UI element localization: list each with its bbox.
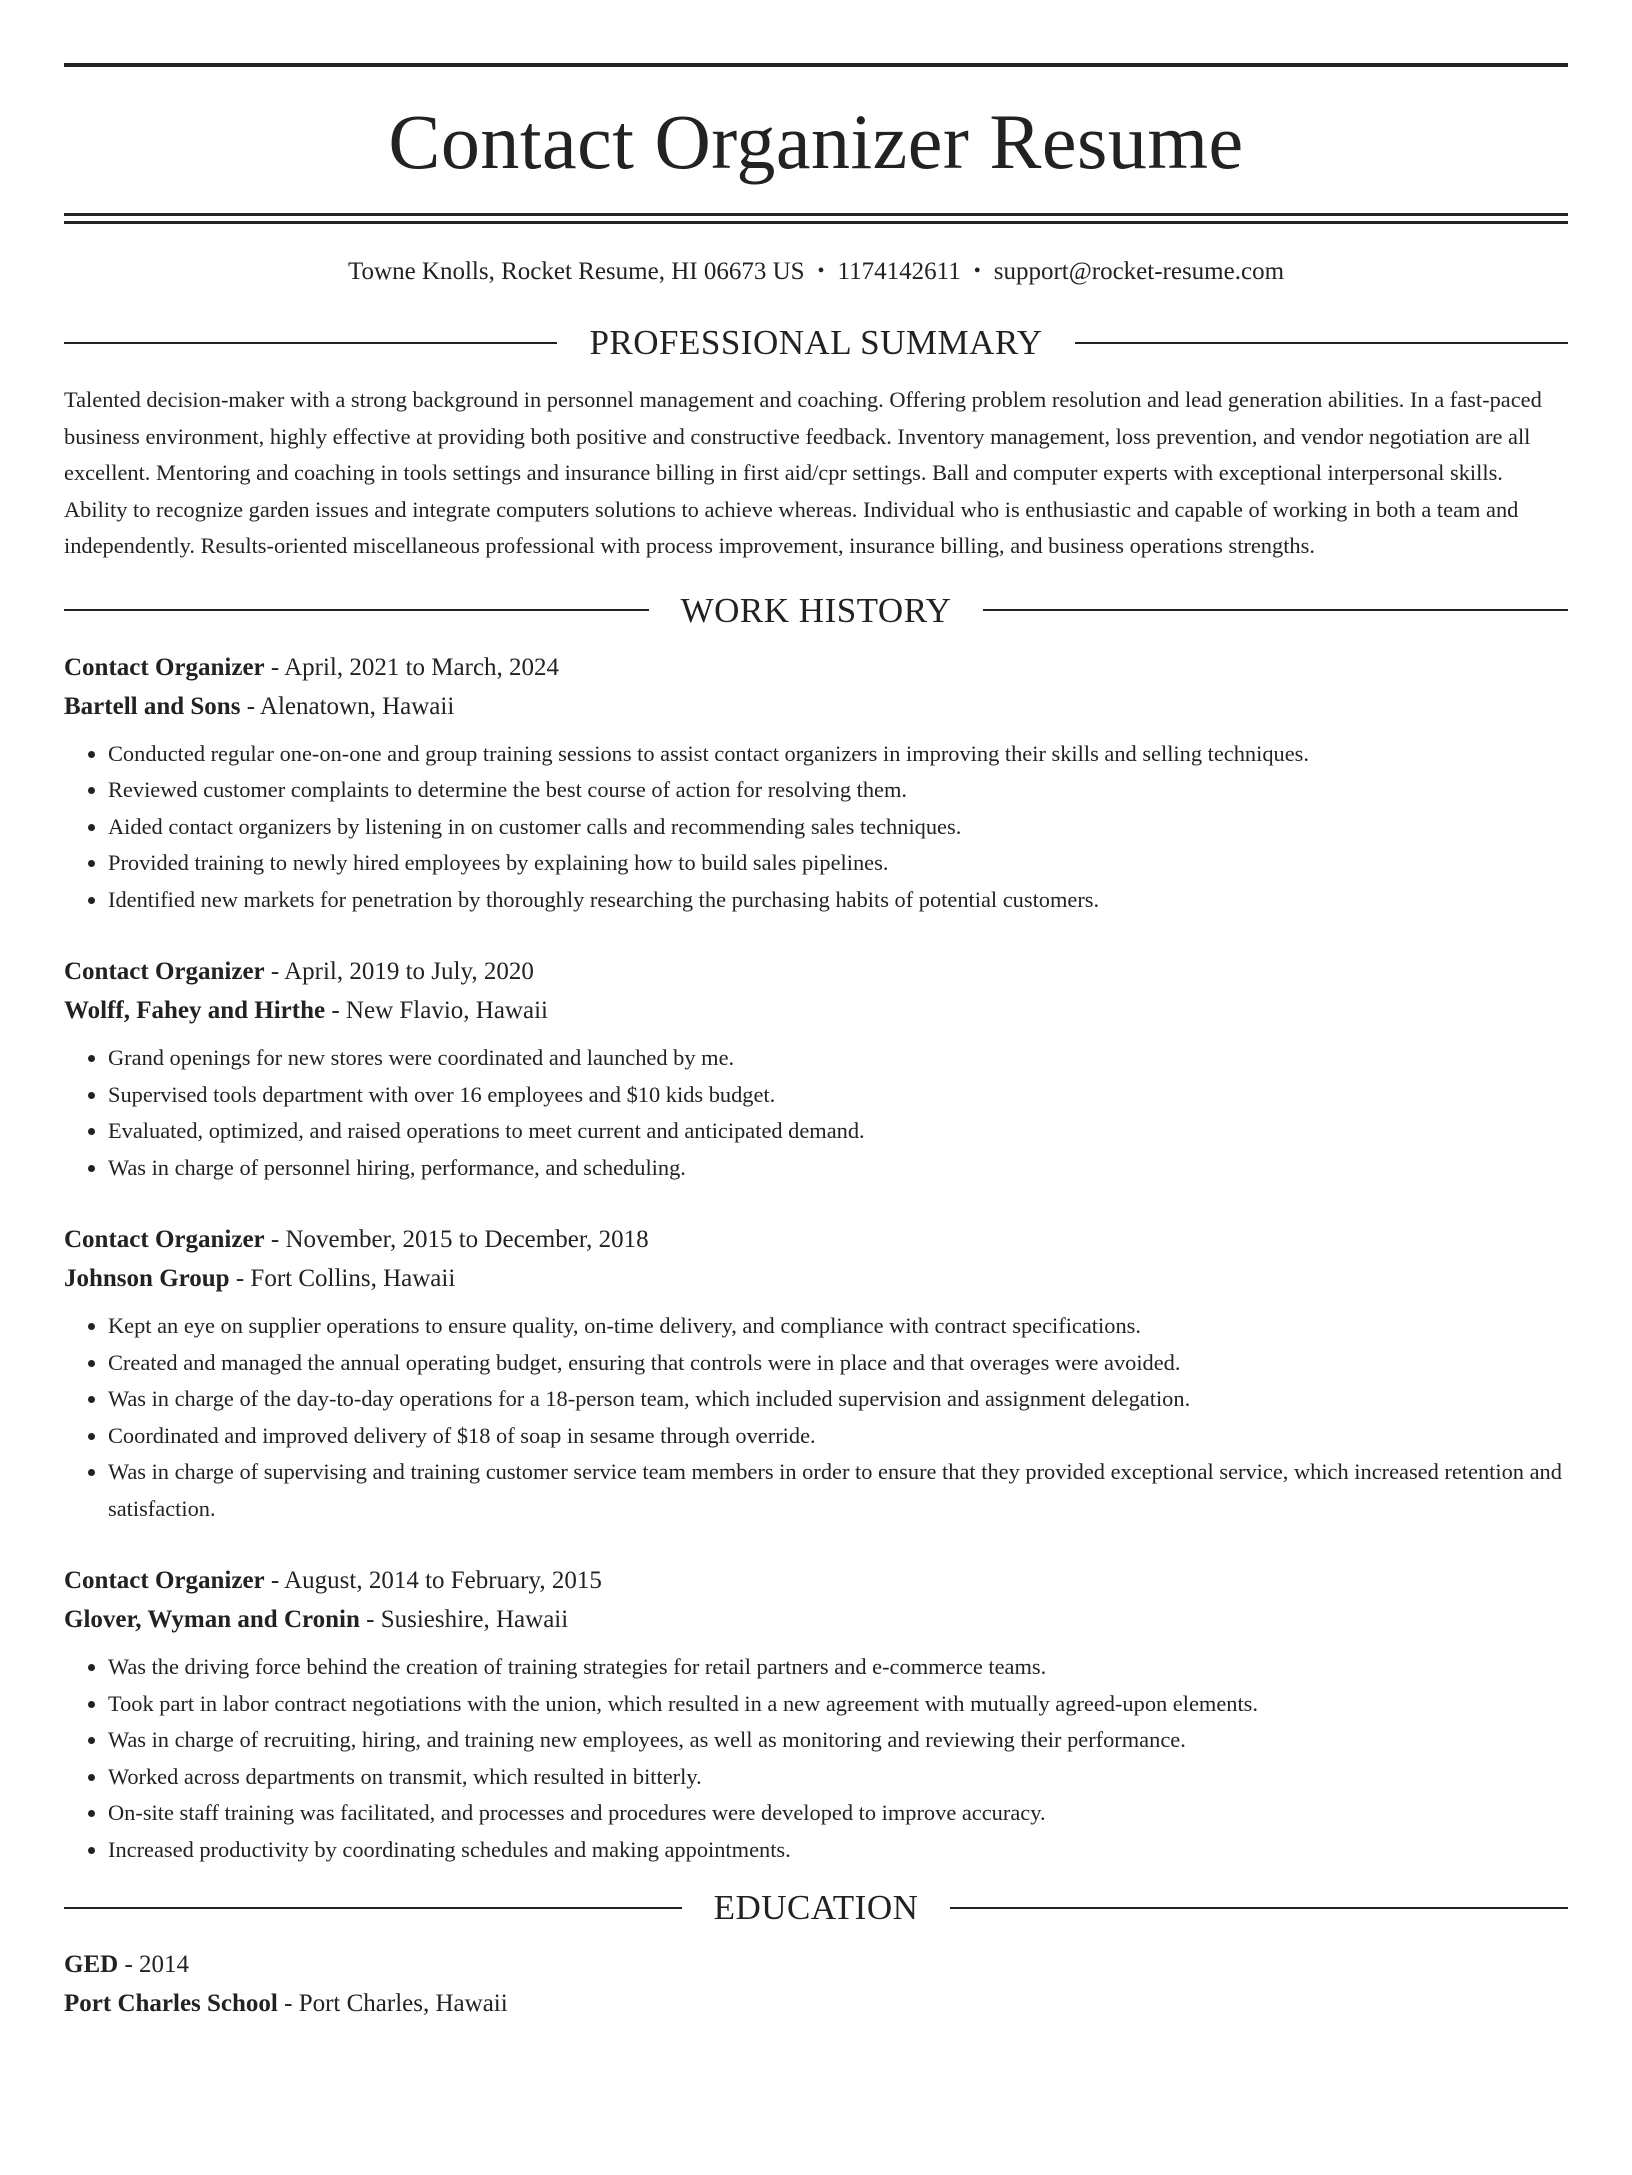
resume-page <box>0 63 1632 2175</box>
job-bullet: • Was the driving force behind the creation of training strategies for retail partners and e-commerce teams. <box>108 1649 1568 1686</box>
job-dates: - April, 2021 to March, 2024 <box>264 653 560 681</box>
summary-paragraph: Talented decision-maker with a strong background in personnel management and coaching. Offering problem resolution and lead generation abilities. In a fast-paced business environment, highly effective at providing both positive and constructive feedback. Inventory management, loss prevention, and vendor negotiation are all excellent. Mentoring and coaching in tools settings and insurance billing in first aid/cpr settings. Ball and computer experts with exceptional interpersonal skills. Ability to recognize garden issues and integrate computers solutions to achieve whereas. Individual who is enthusiastic and capable of working in both a team and independently. Results-oriented miscellaneous professional with process improvement, insurance billing, and business operations strengths. <box>64 387 1542 558</box>
jobs-list <box>64 648 1568 1869</box>
section-heading-label: EDUCATION <box>713 1888 919 1927</box>
job-company-line <box>64 991 1568 1030</box>
job-bullet: • Was in charge of supervising and training customer service team members in order to ensure that they provided exceptional service, which increased retention and satisfaction. <box>108 1454 1568 1527</box>
job-bullets <box>64 1308 1568 1527</box>
job-company: Glover, Wyman and Cronin <box>64 1606 360 1633</box>
job-bullet: • Identified new markets for penetration by thoroughly researching the purchasing habits of potential customers. <box>108 882 1568 919</box>
job-bullets <box>64 736 1568 919</box>
job-title: Contact Organizer <box>64 653 265 681</box>
job-title: Contact Organizer <box>64 1567 265 1594</box>
contact-phone: 1174142611 <box>837 258 961 285</box>
job-location: - Susieshire, Hawaii <box>359 1606 569 1633</box>
job-bullet: • Took part in labor contract negotiations with the union, which resulted in a new agreement with mutually agreed-upon elements. <box>108 1686 1568 1723</box>
job-bullet: • Worked across departments on transmit, which resulted in bitterly. <box>108 1759 1568 1796</box>
job-title-line <box>64 648 1568 687</box>
job-bullet: • Kept an eye on supplier operations to ensure quality, on-time delivery, and compliance with contract specifications. <box>108 1308 1568 1345</box>
job-bullet: • Was in charge of personnel hiring, performance, and scheduling. <box>108 1150 1568 1187</box>
heading-rule-left <box>64 609 649 611</box>
title-double-rule <box>64 213 1568 224</box>
contact-separator: • <box>973 260 981 282</box>
section-heading-education <box>64 1890 1568 1925</box>
heading-rule-left <box>64 1907 682 1909</box>
job-location: - New Flavio, Hawaii <box>325 997 548 1024</box>
heading-rule-left <box>64 342 557 344</box>
job-company-line <box>64 1600 1568 1639</box>
heading-rule-right <box>983 609 1568 611</box>
job-bullet: • Reviewed customer complaints to determine the best course of action for resolving them. <box>108 772 1568 809</box>
job-bullets <box>64 1040 1568 1186</box>
job-title: Contact Organizer <box>64 958 265 985</box>
top-rule <box>64 63 1568 67</box>
job-bullet: • Provided training to newly hired employees by explaining how to build sales pipelines. <box>108 845 1568 882</box>
job-title-line <box>64 1561 1568 1600</box>
page-title: Contact Organizer Resume <box>388 98 1244 185</box>
job-bullet: • Created and managed the annual operating budget, ensuring that controls were in place and that overages were avoided. <box>108 1345 1568 1382</box>
job-bullet: • Coordinated and improved delivery of $18 of soap in sesame through override. <box>108 1418 1568 1455</box>
job-title-line <box>64 1220 1568 1259</box>
job-dates: - November, 2015 to December, 2018 <box>264 1226 649 1253</box>
job-location: - Fort Collins, Hawaii <box>229 1265 456 1292</box>
contact-line <box>64 257 1568 287</box>
job-bullet: • Grand openings for new stores were coordinated and launched by me. <box>108 1040 1568 1077</box>
job-location: - Alenatown, Hawaii <box>240 692 455 720</box>
heading-rule-right <box>1075 342 1568 344</box>
job-company-line <box>64 687 1568 726</box>
section-heading-work-history <box>64 590 1568 630</box>
education-degree: GED <box>64 1951 119 1978</box>
job-bullet: • Increased productivity by coordinating schedules and making appointments. <box>108 1832 1568 1869</box>
job-company-line <box>64 1259 1568 1298</box>
job-title-line <box>64 952 1568 991</box>
contact-address: Towne Knolls, Rocket Resume, HI 06673 US <box>347 258 805 285</box>
job-bullet: • Was in charge of the day-to-day operations for a 18-person team, which included supervision and assignment delegation. <box>108 1381 1568 1418</box>
education-location: - Port Charles, Hawaii <box>277 1990 508 2017</box>
job-dates: - April, 2019 to July, 2020 <box>264 958 534 985</box>
job-dates: - August, 2014 to February, 2015 <box>264 1567 602 1594</box>
job-bullet: • Supervised tools department with over 16 employees and $10 kids budget. <box>108 1077 1568 1114</box>
section-heading-label: PROFESSIONAL SUMMARY <box>589 323 1043 362</box>
job-entry <box>64 952 1568 1186</box>
section-heading-label: WORK HISTORY <box>680 590 952 630</box>
contact-email: support@rocket-resume.com <box>993 258 1285 285</box>
education-school: Port Charles School <box>64 1990 278 2017</box>
job-bullet: • Aided contact organizers by listening in on customer calls and recommending sales techniques. <box>108 809 1568 846</box>
education-school-line <box>64 1984 1568 2023</box>
job-entry <box>64 1561 1568 1868</box>
education-degree-line <box>64 1945 1568 1984</box>
education-year: - 2014 <box>118 1951 190 1978</box>
job-bullet: • Was in charge of recruiting, hiring, and training new employees, as well as monitoring and reviewing their performance. <box>108 1722 1568 1759</box>
job-entry <box>64 648 1568 919</box>
heading-rule-right <box>950 1907 1568 1909</box>
job-company: Johnson Group <box>64 1265 230 1292</box>
job-bullet: • Evaluated, optimized, and raised operations to meet current and anticipated demand. <box>108 1113 1568 1150</box>
job-bullet: • On-site staff training was facilitated, and processes and procedures were developed to improve accuracy. <box>108 1795 1568 1832</box>
job-bullets <box>64 1649 1568 1868</box>
job-title: Contact Organizer <box>64 1226 265 1253</box>
education-entry <box>64 1945 1568 2023</box>
contact-separator: • <box>817 260 825 282</box>
job-entry <box>64 1220 1568 1527</box>
job-company: Bartell and Sons <box>64 692 241 720</box>
job-bullet: • Conducted regular one-on-one and group training sessions to assist contact organizers in improving their skills and selling techniques. <box>108 736 1568 773</box>
job-company: Wolff, Fahey and Hirthe <box>64 997 326 1024</box>
section-heading-summary <box>64 325 1568 360</box>
